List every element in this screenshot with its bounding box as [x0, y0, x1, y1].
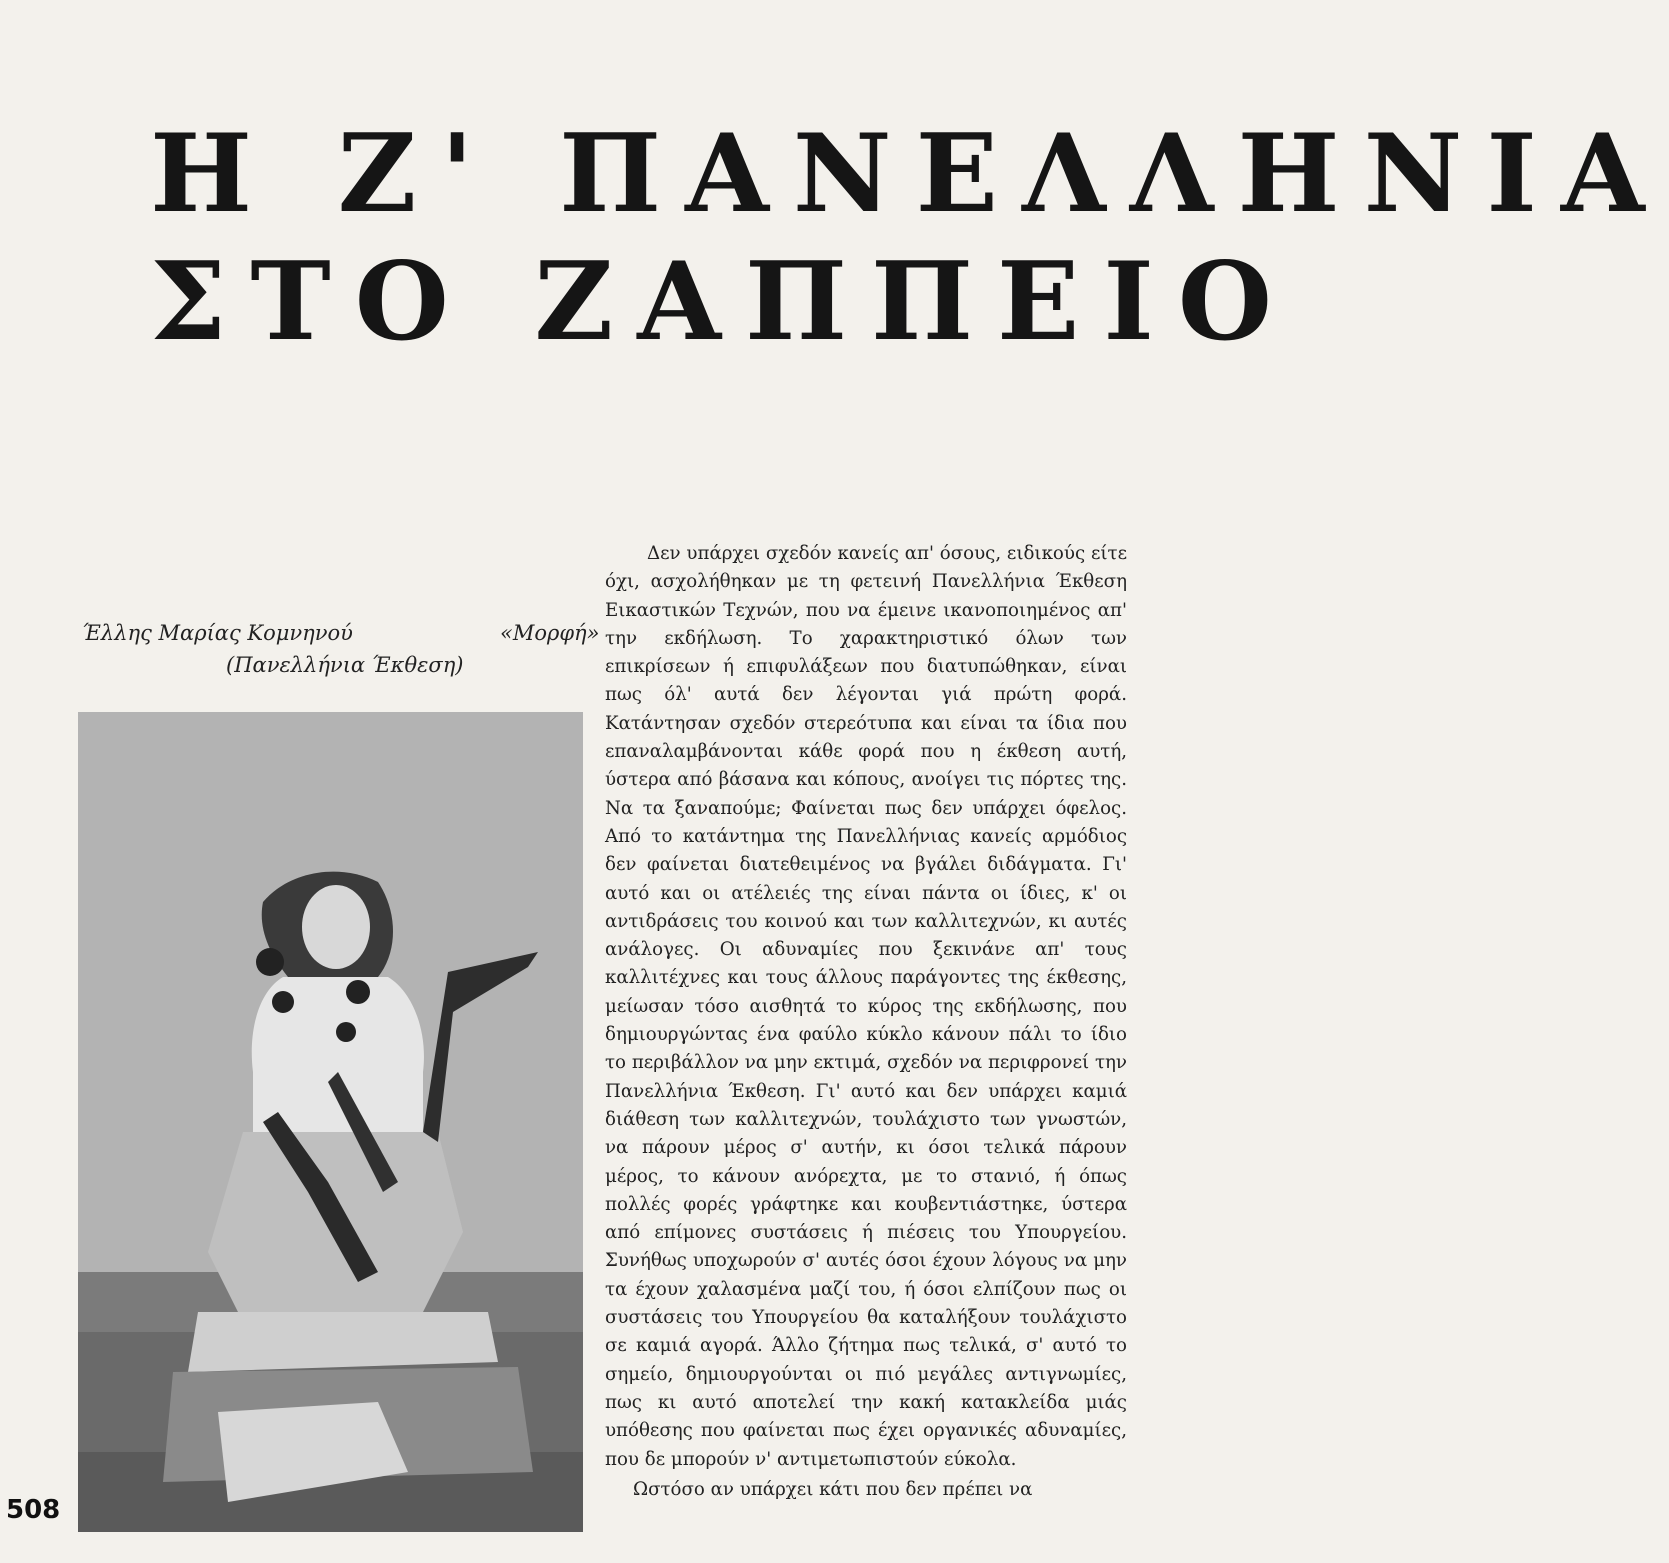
caption-artist: Έλλης Μαρίας Κομνηνού — [82, 621, 353, 645]
caption-work-title: «Μορφή» — [500, 621, 600, 645]
caption-exhibition: (Πανελλήνια Έκθεση) — [226, 653, 464, 677]
article-paragraph-1: Δεν υπάρχει σχεδόν κανείς απ' όσους, ειδικούς είτε όχι, ασχολήθηκαν με τη φετεινή Πανελλήνια Έκθεση Εικαστικών Τεχνών, που να έμεινε ικανοποιημένος απ' την εκδήλωση. Το χαρακτηριστικό όλων των επικρίσεων ή επιφυλάξεων που διατυπώθηκαν, είναι πως όλ' αυτά δεν λέγονται γιά πρώτη φορά. Κατάντησαν σχεδόν στερεότυπα και είναι τα ίδια που επαναλαμβάνονται κάθε φορά που η έκθεση αυτή, ύστερα από βάσανα και κόπους, ανοίγει τις πόρτες της. Να τα ξαναπούμε; Φαίνεται πως δεν υπάρχει όφελος. Από το κατάντημα της Πανελλήνιας κανείς αρμόδιος δεν φαίνεται διατεθειμένος να βγάλει διδάγματα. Γι' αυτό και οι ατέλειές της είναι πάντα οι ίδιες, κ' οι αντιδράσεις του κοινού και των καλλιτεχνών, κι αυτές ανάλογες. Οι αδυναμίες που ξεκινάνε απ' τους καλλιτέχνες και τους άλλους παράγοντες της έκθεσης, μείωσαν τόσο αισθητά το κύρος της εκδήλωσης, που δημιουργώντας ένα φαύλο κύκλο κάνουν πάλι το ίδιο το περιβάλλον να μην εκτιμά, σχεδόν να περιφρονεί την Πανελλήνια Έκθεση. Γι' αυτό και δεν υπάρχει καμιά διάθεση των καλλιτεχνών, τουλάχιστο των γνωστών, να πάρουν μέρος σ' αυτήν, κι όσοι τελικά πάρουν μέρος, το κάνουν ανόρεχτα, με το στανιό, ή όπως πολλές φορές γράφτηκε και κουβεντιάστηκε, ύστερα από επίμονες συστάσεις ή πιέσεις του Υπουργείου. Συνήθως υποχωρούν σ' αυτές όσοι έχουν λόγους να μην τα έχουν χαλασμένα μαζί του, ή όσοι ελπίζουν πως οι συστάσεις του Υπουργείου θα καταλήξουν τουλάχιστο σε καμιά αγορά. Άλλο ζήτημα πως τελικά, σ' αυτό το σημείο, δημιουργούνται οι πιό μεγάλες αντιγνωμίες, πως κι αυτό αποτελεί την κακή κατακλείδα μιάς υπόθεσης που φαίνεται πως έχει οργανικές αδυναμίες, που δε μπορούν ν' αντιμετωπιστούν εύκολα. — [605, 543, 1127, 1470]
title-line-1: Η Ζ' ΠΑΝΕΛΛΗΝΙΑ — [150, 111, 1669, 237]
painting-figure-image — [78, 712, 583, 1530]
page-number: 508 — [6, 1495, 61, 1525]
article-body — [605, 540, 1127, 1504]
title-line-2: ΣΤΟ ΖΑΠΠΕΙΟ — [150, 239, 1296, 365]
article-paragraph-2: Ωστόσο αν υπάρχει κάτι που δεν πρέπει να — [633, 1478, 1033, 1500]
painting-figure-icon — [78, 712, 583, 1530]
